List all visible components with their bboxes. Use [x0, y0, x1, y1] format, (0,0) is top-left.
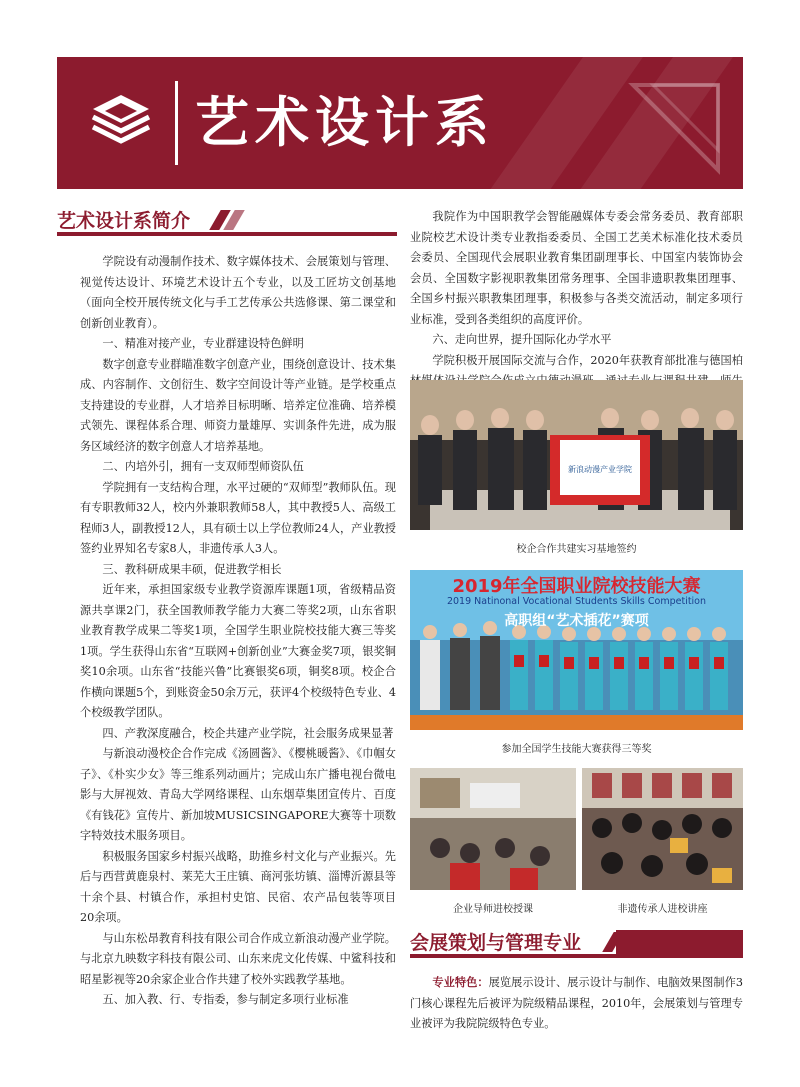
intro-heading-block [57, 208, 397, 236]
signing-photo-image [410, 380, 743, 530]
heritage-photo-image [582, 768, 743, 890]
intro-paragraph: 积极服务国家乡村振兴战略，助推乡村文化与产业振兴。先后与西营黄鹿泉村、莱芜大王庄镇、商河张坊镇、淄博沂源县等十余个县、村镇合作，承担村史馆、民宿、农产品包装等项目20余项。 [80, 849, 396, 924]
banner-corner-decoration [623, 75, 723, 175]
contest-banner-event: 高职组“艺术插花”赛项 [504, 613, 649, 629]
heritage-caption: 非遗传承人进校讲座 [617, 904, 708, 915]
contest-photo [410, 570, 743, 730]
exhibition-heading-block [410, 930, 743, 958]
class-photo-image [410, 768, 576, 890]
stacked-books-icon [89, 89, 153, 153]
intro-subheading: 一、精准对接产业，专业群建设特色鲜明 [102, 337, 304, 350]
intro-paragraph: 学院积极开展国际交流与合作，2020年获教育部批准与德国柏 [432, 353, 743, 367]
banner-divider [175, 81, 178, 165]
heading-underline [57, 232, 397, 236]
signing-banner-text: 新浪动漫产业学院 [568, 465, 632, 474]
heritage-photo [582, 768, 743, 890]
intro-paragraph: 学院拥有一支结构合理，水平过硬的“双师型”教师队伍。现有专职教师32人，校内外兼职教师58人，其中教授5人、高级工程师3人，副教授12人，具有硕士以上学位教师24人，产业教授签约业界知名专家8人，非遗传承人3人。 [80, 480, 396, 555]
department-banner [57, 57, 743, 189]
contest-banner-subtitle: 2019 Natinonal Vocational Students Skills Competition [446, 596, 707, 607]
contest-caption: 参加全国学生技能大赛获得三等奖 [501, 744, 652, 755]
intro-subheading: 三、教科研成果丰硕，促进教学相长 [102, 562, 282, 576]
intro-paragraph: 数字创意专业群瞄准数字创意产业，围绕创意设计、技术集成、内容制作、文创衍生、数字空间设计等产业链。是学校重点支持建设的专业群，人才培养目标明晰、培养定位准确、培养模式领先、课程体系合理、师资力量雄厚、实训条件先进，成为服务区域经济的数字创意人才培养基地。 [80, 357, 396, 453]
signing-caption: 校企合作共建实习基地签约 [516, 544, 637, 555]
signing-photo [410, 380, 743, 530]
class-photo [410, 768, 576, 890]
exhibition-label: 专业特色： [432, 975, 489, 989]
class-caption: 企业导师进校授课 [453, 904, 533, 915]
intro-subheading: 五、加入教、行、专指委，参与制定多项行业标准 [102, 993, 349, 1006]
intro-subheading: 六、走向世界，提升国际化办学水平 [432, 333, 612, 346]
intro-paragraph: 学院设有动漫制作技术、数字媒体技术、会展策划与管理、视觉传达设计、环境艺术设计五个专业，以及工匠坊文创基地（面向全校开展传统文化与手工艺传承公共选修课、第二课堂和创新创业教育）。 [80, 255, 396, 330]
intro-paragraph: 近年来，承担国家级专业教学资源库课题1项，省级精品资源共享课2门，获全国教师教学能力大赛二等奖2项，山东省职业教育教学成果二等奖1项，全国学生职业院校技能大赛三等奖1项。学生获得山东省“互联网+创新创业”大赛金奖7项，银奖铜奖10余项。山东省“技能兴鲁”比赛银奖6项，铜奖8项。校企合作横向课题5个，到账资金50余万元，获评4个校级特色专业、4个校级教学团队。 [80, 583, 396, 719]
exhibition-heading: 会展策划与管理专业 [410, 932, 582, 954]
heading-underline [410, 954, 743, 958]
intro-heading: 艺术设计系简介 [57, 210, 191, 232]
exhibition-text: 展览展示设计、展示设计与制作、电脑效果图制作3门核心课程先后被评为院级精品课程，2010年，会展策划与管理专业被评为我院院级特色专业。 [410, 976, 743, 1030]
intro-paragraph: 我院作为中国职教学会智能融媒体专委会常务委员、教育部职业院校艺术设计类专业教指委委员、全国工艺美术标准化技术委员会委员、全国现代会展职业教育集团副理事长、中国室内装饰协会会员、全国数字影视职教集团常务理事、全国非遗职教集团理事、全国乡村振兴职教集团理事，积极参与各类交流活动，制定多项行业标准，受到各类组织的高度评价。 [410, 210, 743, 326]
intro-subheading: 二、内培外引，拥有一支双师型师资队伍 [102, 460, 304, 473]
intro-left-column [80, 252, 396, 1011]
intro-paragraph: 与新浪动漫校企合作完成《汤圆酱》、《樱桃暖酱》、《巾帼女子》、《朴实少女》等三维系列动画片；完成山东广播电视台微电影与大屏视效、青岛大学网络课程、山东烟草集团宣传片、百度《有钱花》宣传片、新加坡MUSICSINGAPORE大赛等十项数字特效技术服务项目。 [80, 747, 396, 842]
intro-subheading: 四、产教深度融合，校企共建产业学院，社会服务成果显著 [102, 726, 394, 740]
contest-banner-title: 2019年全国职业院校技能大赛 [452, 576, 701, 597]
exhibition-text-block [410, 972, 743, 1035]
intro-paragraph: 与山东松昂教育科技有限公司合作成立新浪动漫产业学院。与北京九映数字科技有限公司、山东来虎文化传媒、中鲨科技和昭星影视等20余家企业合作共建了校外实践教学基地。 [80, 931, 396, 986]
department-title: 艺术设计系 [195, 91, 495, 154]
